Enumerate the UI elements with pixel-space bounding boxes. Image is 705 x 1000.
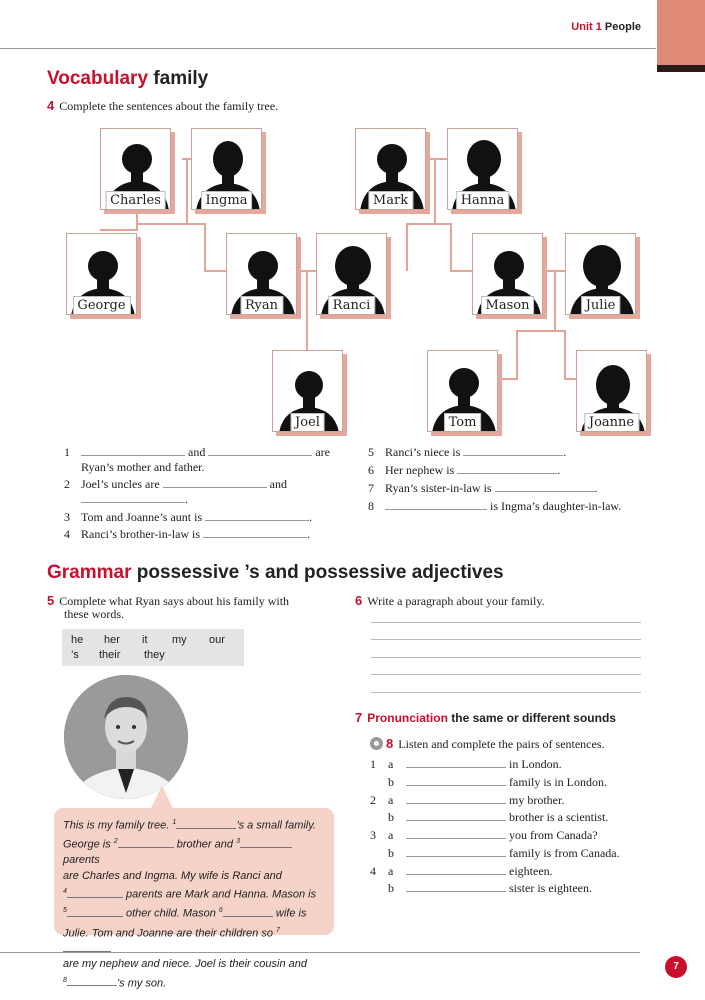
pair-letter-b: b: [388, 846, 394, 860]
answer-blank[interactable]: [163, 477, 267, 488]
answer-blank[interactable]: [463, 445, 563, 456]
footer-rule: [0, 952, 640, 953]
item-number: 5: [368, 445, 374, 459]
ex4-item-5: [368, 445, 566, 460]
item-text: are: [315, 445, 330, 459]
item-text: and: [188, 445, 206, 459]
tree-link: [204, 270, 226, 272]
tree-link: [434, 158, 436, 224]
ex4-number: 4: [47, 98, 55, 113]
person-mark: [355, 128, 426, 210]
word-chip: he: [71, 634, 84, 646]
pair-letter-a: a: [388, 793, 394, 807]
person-name: Tom: [444, 413, 482, 432]
vocab-title-red: Vocabulary: [47, 68, 149, 89]
pair-number: 3: [370, 828, 376, 842]
answer-blank[interactable]: [406, 846, 506, 857]
person-joanne: [576, 350, 647, 432]
writing-line[interactable]: [371, 622, 641, 623]
answer-blank[interactable]: [205, 510, 309, 521]
tree-link: [136, 223, 206, 225]
person-ingma: [191, 128, 262, 210]
vocab-title: [47, 68, 208, 90]
pair-text: family is from Canada.: [509, 846, 620, 860]
track-number: 8: [386, 736, 394, 751]
topic-label: People: [604, 21, 641, 33]
ex6-number: 6: [355, 593, 363, 608]
tree-link: [450, 223, 452, 271]
speech-bubble-tail: [150, 786, 174, 810]
answer-blank[interactable]: [240, 838, 292, 848]
item-text: Ranci’s brother-in-law is: [81, 527, 201, 541]
answer-blank[interactable]: [406, 757, 506, 768]
tree-link: [516, 330, 518, 380]
item-text: Joel’s uncles are: [81, 477, 160, 491]
person-julie: [565, 233, 636, 315]
person-name: Joel: [290, 413, 325, 432]
writing-line[interactable]: [371, 692, 641, 693]
portrait-icon: [64, 675, 188, 799]
person-name: Hanna: [456, 191, 510, 210]
person-name: Mason: [481, 296, 535, 315]
item-text: .: [309, 510, 313, 524]
grammar-title-red: Grammar: [47, 562, 132, 583]
ex7-number: 7: [355, 710, 363, 725]
ex7-pair-3a: [370, 828, 598, 843]
pair-number: 4: [370, 864, 376, 878]
answer-blank[interactable]: [495, 481, 595, 492]
tree-link: [406, 223, 408, 271]
ex5-text: these words.: [64, 607, 124, 621]
ex7-pair-1a: [370, 757, 562, 772]
item-text: Tom and Joanne’s aunt is: [81, 510, 203, 524]
tree-link: [564, 330, 566, 380]
person-name: Ingma: [201, 191, 253, 210]
ex7-instruction: [370, 736, 605, 752]
bubble-line: are Charles and Ingma. My wife is Ranci and: [63, 869, 282, 882]
ex7-pair-1b: [388, 775, 607, 790]
pair-text: you from Canada?: [509, 828, 598, 842]
ryan-photo: [64, 675, 188, 799]
answer-blank[interactable]: [203, 527, 307, 538]
tree-link: [554, 270, 556, 330]
answer-blank[interactable]: [223, 907, 273, 917]
answer-blank[interactable]: [67, 888, 123, 898]
bubble-line: Julie. Tom and Joanne are their children so $^7$: [63, 923, 325, 958]
ex4-item-4: [64, 527, 310, 542]
pair-letter-b: b: [388, 775, 394, 789]
answer-blank[interactable]: [81, 445, 185, 456]
ex7-title-rest: the same or different sounds: [451, 711, 616, 725]
ex7-pair-4b: [388, 881, 592, 896]
tree-link: [516, 330, 566, 332]
answer-blank[interactable]: [208, 445, 312, 456]
word-chip: our: [209, 634, 225, 646]
tree-link: [136, 208, 138, 230]
grammar-title-rest: possessive ’s and possessive adjectives: [136, 562, 504, 583]
person-name: Charles: [105, 191, 166, 210]
bubble-line: $^5$ other child. Mason $^6$ wife is: [63, 907, 307, 921]
ex4-instruction: [47, 98, 278, 114]
pair-letter-a: a: [388, 864, 394, 878]
ex4-item-2: [64, 477, 287, 492]
person-name: George: [72, 296, 130, 315]
pair-text: in London.: [509, 757, 562, 771]
speech-bubble: [54, 808, 334, 990]
pair-text: family is in London.: [509, 775, 607, 789]
ex5-number: 5: [47, 593, 55, 608]
ex4-item-1-cont: [81, 460, 205, 475]
ex4-item-1: [64, 445, 330, 460]
corner-bar: [657, 65, 705, 72]
ex7-pair-4a: [370, 864, 553, 879]
vocab-title-rest: family: [153, 68, 209, 89]
writing-line[interactable]: [371, 657, 641, 658]
word-chip: her: [104, 634, 120, 646]
item-text: .: [594, 481, 598, 495]
unit-label: Unit 1: [571, 21, 602, 33]
pair-text: brother is a scientist.: [509, 810, 609, 824]
ex6-instruction: [355, 593, 545, 609]
item-text: .: [563, 445, 567, 459]
item-text: Ryan’s sister-in-law is: [385, 481, 492, 495]
item-text: .: [557, 463, 561, 477]
answer-blank[interactable]: [81, 492, 185, 503]
answer-blank[interactable]: [406, 775, 506, 786]
word-box: [62, 629, 244, 666]
audio-cd-icon[interactable]: [370, 737, 383, 750]
bubble-line: $^8$ ’s my son.: [63, 976, 167, 990]
word-chip: they: [144, 649, 165, 661]
answer-blank[interactable]: [67, 976, 117, 986]
person-name: Joanne: [584, 413, 639, 432]
ex4-item-8: [368, 499, 621, 514]
person-name: Ryan: [240, 296, 283, 315]
ex5-instruction-cont: [64, 607, 124, 622]
pair-text: eighteen.: [509, 864, 553, 878]
pair-text: sister is eighteen.: [509, 881, 592, 895]
person-mason: [472, 233, 543, 315]
pair-letter-a: a: [388, 828, 394, 842]
ex7-title-red: Pronunciation: [367, 711, 448, 725]
answer-blank[interactable]: [406, 828, 506, 839]
answer-blank[interactable]: [406, 881, 506, 892]
item-text: Ryan’s mother and father.: [81, 460, 205, 474]
item-number: 6: [368, 463, 374, 477]
ex7-pair-2a: [370, 793, 564, 808]
item-number: 4: [64, 527, 70, 541]
header-rule: [0, 48, 656, 49]
tree-link: [497, 378, 518, 380]
pair-text: my brother.: [509, 793, 565, 807]
ex4-item-7: [368, 481, 598, 496]
item-text: .: [307, 527, 311, 541]
item-number: 3: [64, 510, 70, 524]
bubble-line: This is my family tree. $^1$ ’s a small family.: [63, 819, 316, 832]
pair-number: 1: [370, 757, 376, 771]
ex4-item-3: [64, 510, 312, 525]
ex4-item-2-cont: [81, 492, 188, 507]
ex7-pair-3b: [388, 846, 620, 861]
person-ryan: [226, 233, 297, 315]
answer-blank[interactable]: [67, 907, 123, 917]
tree-link: [204, 223, 206, 271]
bubble-line: $^4$ parents are Mark and Hanna. Mason is: [63, 888, 317, 901]
person-tom: [427, 350, 498, 432]
bubble-line: are my nephew and niece. Joel is their cousin and: [63, 958, 307, 971]
ex4-item-6: [368, 463, 560, 478]
item-number: 7: [368, 481, 374, 495]
tree-link: [306, 270, 308, 350]
ex5-text: Complete what Ryan says about his family with: [59, 594, 290, 608]
item-text: is Ingma’s daughter-in-law.: [490, 499, 622, 513]
item-number: 8: [368, 499, 374, 513]
answer-blank[interactable]: [63, 942, 111, 952]
writing-line[interactable]: [371, 639, 641, 640]
pair-letter-a: a: [388, 757, 394, 771]
item-text: Her nephew is: [385, 463, 455, 477]
ex7-title: [355, 710, 616, 725]
unit-header: [571, 21, 641, 33]
word-chip: ’s: [71, 649, 79, 661]
item-text: and: [269, 477, 287, 491]
word-chip: it: [142, 634, 148, 646]
page-number: 7: [665, 956, 687, 978]
person-ranci: [316, 233, 387, 315]
answer-blank[interactable]: [385, 499, 487, 510]
item-number: 1: [64, 445, 70, 459]
person-charles: [100, 128, 171, 210]
answer-blank[interactable]: [176, 819, 236, 829]
grammar-title: [47, 562, 504, 584]
person-hanna: [447, 128, 518, 210]
pair-letter-b: b: [388, 810, 394, 824]
tree-link: [100, 229, 138, 231]
writing-line[interactable]: [371, 674, 641, 675]
ex4-text: Complete the sentences about the family tree.: [59, 99, 279, 113]
word-chip: their: [99, 649, 121, 661]
person-name: Mark: [368, 191, 413, 210]
item-number: 2: [64, 477, 70, 491]
answer-blank[interactable]: [118, 838, 174, 848]
tree-link: [450, 270, 472, 272]
item-text: Ranci’s niece is: [385, 445, 461, 459]
answer-blank[interactable]: [457, 463, 557, 474]
tree-link: [186, 158, 188, 224]
tree-link: [564, 378, 576, 380]
answer-blank[interactable]: [406, 864, 506, 875]
answer-blank[interactable]: [406, 810, 506, 821]
pair-letter-b: b: [388, 881, 394, 895]
ex7-text: Listen and complete the pairs of sentences.: [398, 737, 605, 751]
item-text: .: [185, 492, 188, 506]
person-name: Ranci: [328, 296, 376, 315]
person-george: [66, 233, 137, 315]
corner-tab: [657, 0, 705, 65]
ex7-pair-2b: [388, 810, 608, 825]
answer-blank[interactable]: [406, 793, 506, 804]
person-name: Julie: [581, 296, 621, 315]
ex6-text: Write a paragraph about your family.: [367, 594, 545, 608]
word-chip: my: [172, 634, 187, 646]
person-joel: [272, 350, 343, 432]
pair-number: 2: [370, 793, 376, 807]
tree-link: [425, 158, 447, 160]
tree-link: [406, 223, 452, 225]
bubble-line: George is $^2$ brother and $^3$ parents: [63, 834, 325, 869]
